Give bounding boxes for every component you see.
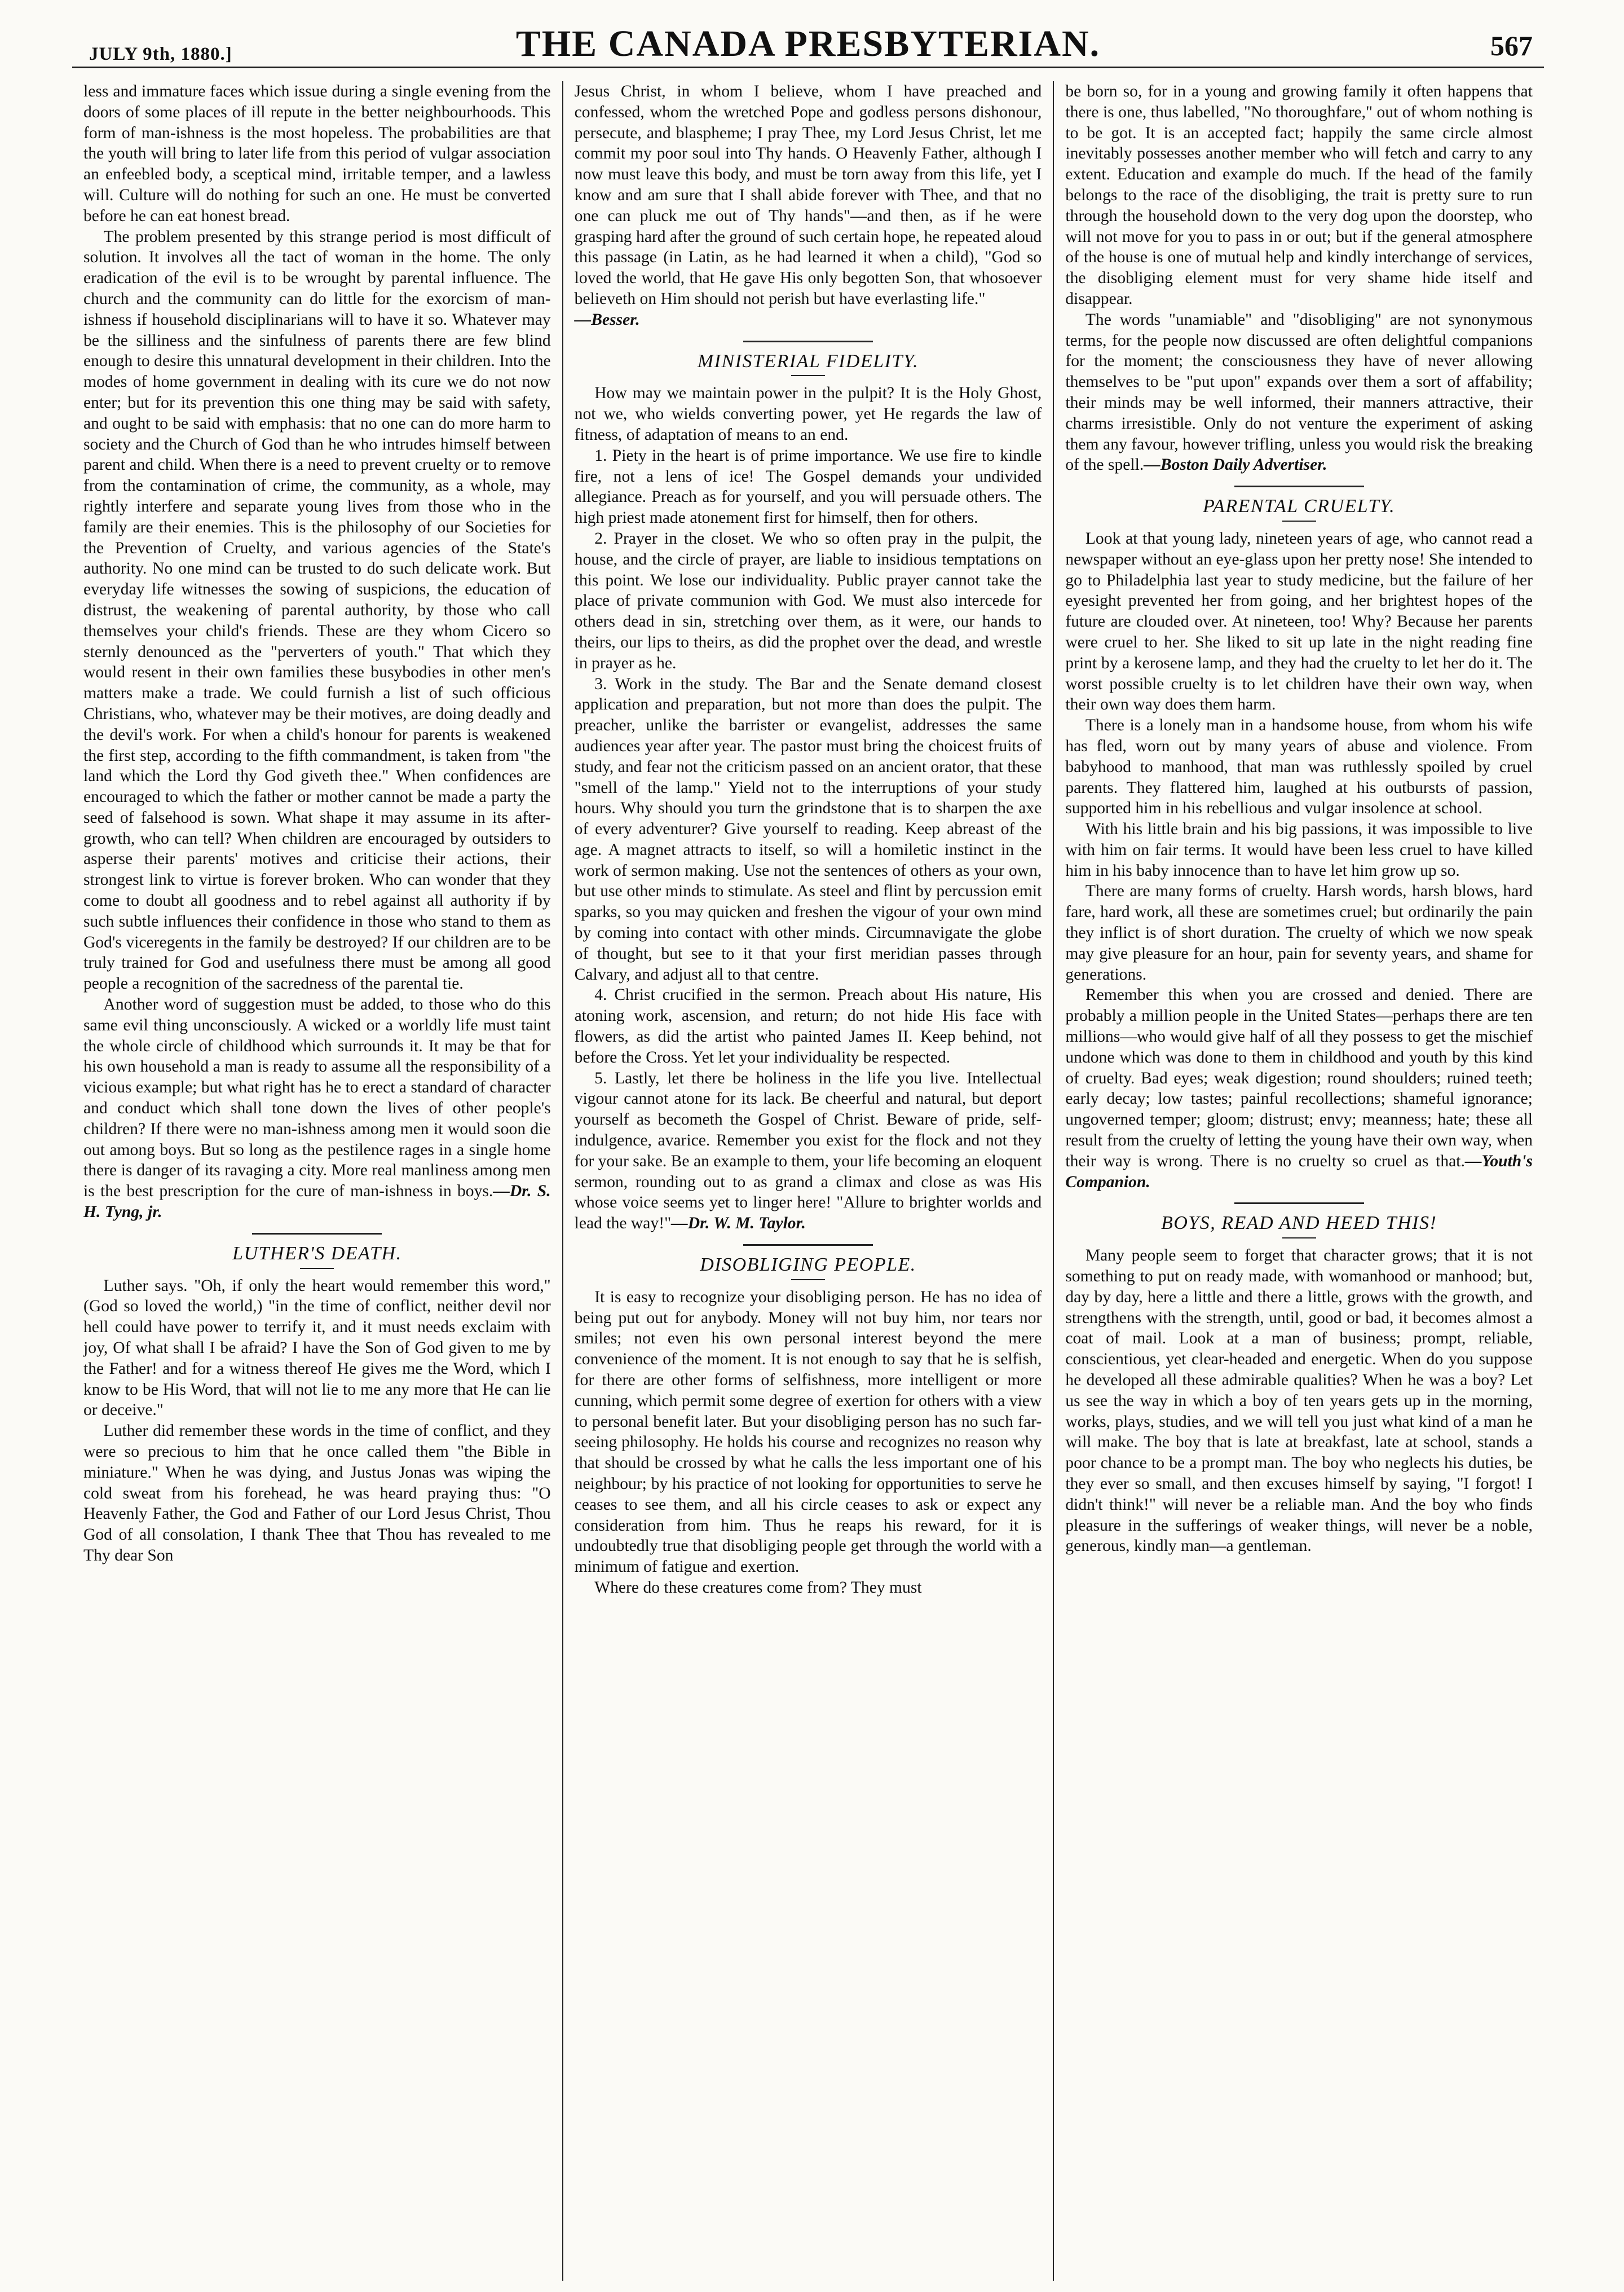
paragraph: There are many forms of cruelty. Harsh words, harsh blows, hard fare, hard work, all these are sometimes cruel; but ordinarily the pain they inflict is of short duration. The cruelty of which we now speak may give pleasure for an hour, pain for seventy years, and shame for generations. [1065, 882, 1533, 984]
paragraph [83, 994, 551, 1223]
section-divider [743, 341, 873, 342]
paragraph: The problem presented by this strange period is most difficult of solution. It involves all the tact of woman in the home. The only eradication of the evil is to be wrought by parental influence. The church and the community can do little for the exorcism of man-ishness if household disciplinarians will to have it so. Whatever may be the silliness and the sinfulness of parents there are few blind enough to desire this unnatural development in their children. Into the modes of home government in dealing with its cure we do not now enter; but for its prevention this one thing may be said with safety, and ought to be said with emphasis: that no one can do more harm to society and the Church of God than he who intrudes himself between parent and child. When there is a need to prevent cruelty or to remove from the contamination of crime, the community, as a whole, may rightly interfere and separate young lives from those who in the family are their enemies. This is the philosophy of our Societies for the Prevention of Cruelty, and various agencies of the State's authority. No one mind can be trusted to do such delicate work. But everyday life witnesses the sowing of suspicions, the education of distrust, the weakening of parental authority, by those who call themselves your child's friends. These are they whom Cicero so sternly denounced as the "perverters of youth." That which they would resent in their own families these busybodies in other men's matters make a trade. We could furnish a list of such officious Christians, who, whatever may be their motives, are doing deadly and the devil's work. For when a child's honour for parents is weakened the first step, according to the fifth commandment, is taken from "the land which the Lord thy God giveth thee." When confidences are encouraged to which the father or mother cannot be made a party the seed of falsehood is sown. What shape it may assume in its after-growth, who can tell? When children are encouraged by outsiders to asperse their parents' motives and criticise their actions, their strongest link to virtue is forever broken. Who can wonder that they come to doubt all goodness and to rebel against all authority if by such subtle influences their confidence in those who stand to them as God's viceregents in the family be destroyed? If our children are to be truly trained for God and usefulness there must be among all good people a recognition of the sacredness of the parental tie. [83, 227, 551, 993]
paragraph: Luther says. "Oh, if only the heart would remember this word," (God so loved the world,) "in the time of conflict, neither devil nor hell could have power to terrify it, and it must needs exclaim with joy, Of what shall I be afraid? I have the Son of God given to me by the Father! and for a witness thereof He gives me the Word, which I know to be His Word, that will not lie to me any more that He can lie or deceive." [83, 1276, 551, 1420]
paragraph: 2. Prayer in the closet. We who so often pray in the pulpit, the house, and the circle of prayer, are liable to insidious temptations on this point. We lose our individuality. Public prayer cannot take the place of private communion with God. We must also intercede for others dead in sin, stretching over them, as it were, our hands to theirs, our lips to theirs, as did the prophet over the dead, and wrestle in prayer as he. [574, 529, 1042, 672]
page-number: 567 [1490, 30, 1533, 61]
section-divider [1234, 1202, 1364, 1204]
paragraph [575, 1068, 1042, 1234]
section-divider [1234, 486, 1364, 487]
section-title-luthers-death: LUTHER'S DEATH. [83, 1244, 551, 1269]
paragraph: be born so, for in a young and growing family it often happens that there is one, thus labelled, "No thoroughfare," out of whom nothing is to be got. It is an accepted fact; happily the same circle almost inevitably possesses another member who will fetch and carry to any extent. Education and example do much. If the head of the family belongs to the race of the disobliging, the trait is pretty sure to run through the household down to the very dog upon the doorstep, who will not move for you to pass in or out; but if the general atmosphere of the house is one of mutual help and kindly interchange of services, the disobliging element must for very shame hide itself and disappear. [1065, 82, 1533, 308]
section-title-ministerial-fidelity: MINISTERIAL FIDELITY. [575, 351, 1042, 377]
column-3 [1053, 81, 1544, 2281]
attribution: —Dr. W. M. Taylor. [671, 1214, 806, 1233]
issue-date: JULY 9th, 1880.] [89, 44, 232, 64]
masthead [72, 0, 1544, 68]
paragraph [1065, 985, 1533, 1192]
paragraph: Look at that young lady, nineteen years of age, who cannot read a newspaper without an eye-glass upon her pretty nose! She intended to go to Philadelphia last year to study medicine, but the failure of her eyesight prevented her from going, and her brightest hopes of the future are clouded over. At nineteen, too! Why? Because her parents were cruel to her. She liked to sit up late in the night reading fine print by a kerosene lamp, and they had the cruelty to let her do it. The worst possible cruelty is to let children have their own way, when their own way does them harm. [1065, 529, 1533, 714]
paragraph-text: 5. Lastly, let there be holiness in the life you live. Intellectual vigour cannot atone for its lack. Be cheerful and natural, but deport yourself as becometh the Gospel of Christ. Beware of pride, self-indulgence, avarice. Remember you exist for the flock and not they for your sake. Be an example to them, your life becoming an eloquent sermon, rounding out to as grand a climax and close as was His whose voice seems yet to linger here! "Allure to brighter worlds and lead the way!" [574, 1069, 1042, 1233]
paragraph: 3. Work in the study. The Bar and the Senate demand closest application and preparation, but not more than does the pulpit. The preacher, unlike the barrister or evangelist, addresses the same audiences year after year. The pastor must bring the choicest fruits of study, and fear not the criticism passed on an ancient orator, that these "smell of the lamp." Yield not to the interruptions of your study hours. Why should you turn the grindstone that is to sharpen the axe of every adventurer? Give yourself to reading. Keep abreast of the age. A magnet attracts to itself, so will a homiletic instinct in the work of sermon making. Use not the sentences of others as your own, but use other minds to stimulate. As steel and flint by percussion emit sparks, so you may quicken and freshen the vigour of your own mind by coming into contact with other minds. Circumnavigate the globe of thought, but see to it that your first meridian passes through Calvary, and adjust all to that centre. [574, 675, 1042, 984]
section-title-disobliging-people: DISOBLIGING PEOPLE. [575, 1255, 1042, 1280]
article-columns [72, 81, 1544, 2281]
attribution: —Boston Daily Advertiser. [1144, 456, 1327, 474]
section-divider [743, 1244, 873, 1246]
attribution-line [575, 310, 1042, 330]
paragraph: Luther did remember these words in the time of conflict, and they were so precious to him that he once called them "the Bible in miniature." When he was dying, and Justus Jonas was wiping the cold sweat from his forehead, he was heard praying thus: "O Heavenly Father, the God and Father of our Lord Jesus Christ, Thou God of all consolation, I thank Thee that Thou has revealed to me Thy dear Son [83, 1422, 551, 1564]
attribution: —Youth's Companion. [1065, 1152, 1533, 1191]
column-2 [562, 81, 1053, 2281]
paragraph [1065, 310, 1533, 475]
paragraph: Many people seem to forget that character grows; that it is not something to put on ready made, with womanhood or manhood; but, day by day, here a little and there a little, grows with the growth, and strengthens with the strength, until, good or bad, it becomes almost a coat of mail. Look at a man of business; prompt, reliable, conscientious, yet clear-headed and energetic. When do you suppose he developed all these admirable qualities? When he was a boy? Let us see the way in which a boy of ten years gets up in the morning, works, plays, studies, and we will tell you just what kind of a man he will make. The boy that is late at breakfast, late at school, stands a poor chance to be a prompt man. The boy who neglects his duties, be they ever so small, and then excuses himself by saying, "I forgot! I didn't think!" will never be a reliable man. And the boy who finds pleasure in the sufferings of weaker things, will never be a noble, generous, kindly man—a gentleman. [1065, 1246, 1533, 1555]
section-title-parental-cruelty: PARENTAL CRUELTY. [1065, 496, 1533, 522]
paragraph: Where do these creatures come from? They must [594, 1578, 922, 1597]
paragraph: With his little brain and his big passions, it was impossible to live with him on fair terms. It would have been less cruel to have killed him in his baby innocence than to have let him grow up so. [1065, 820, 1533, 880]
section-title-boys-read-and-heed: BOYS, READ AND HEED THIS! [1065, 1213, 1533, 1238]
column-1 [72, 81, 562, 2281]
paragraph: How may we maintain power in the pulpit? It is the Holy Ghost, not we, who wields converting power, yet He regards the law of fitness, of adaptation of means to an end. [574, 384, 1042, 444]
paragraph: It is easy to recognize your disobliging person. He has no idea of being put out for anybody. Money will not buy him, nor tears nor smiles; not even his own personal interest beyond the mere convenience of the moment. It is not enough to say that he is selfish, for there are other forms of selfishness, more intelligent or more cunning, which permit some degree of exertion for others with a view to personal benefit later. But your disobliging person has no such far-seeing philosophy. He holds his course and recognizes no reason why that should be crossed by what he calls the less important one of his neighbour; by his practice of not looking for opportunities to serve he ceases to see them, and all his circle ceases to ask or expect any consideration from him. Thus he reaps his reward, for it is undoubtedly true that disobliging people get through the world with a minimum of fatigue and exertion. [574, 1288, 1042, 1576]
paragraph: Jesus Christ, in whom I believe, whom I have preached and confessed, whom the wretched Pope and godless persons dishonour, persecute, and blaspheme; I pray Thee, my Lord Jesus Christ, let me commit my poor soul into Thy hands. O Heavenly Father, although I now must leave this body, and must be torn away from this life, yet I know and am sure that I shall abide forever with Thee, and that no one can pluck me out of Thy hands"—and then, as if he were grasping hard after the ground of such certain hope, he repeated aloud this passage (in Latin, as he had learned it when a child), "God so loved the world, that He gave His only begotten Son, that whosoever believeth on Him should not perish but have everlasting life." [574, 82, 1042, 308]
header-rule [72, 67, 1544, 68]
section-divider [252, 1233, 382, 1235]
paragraph-text: The words "unamiable" and "disobliging" are not synonymous terms, for the people now discussed are often delightful companions for the moment; the consciousness they have of never allowing themselves to be "put upon" expands over them a sort of affability; their minds may be well informed, their manners attractive, their charms irresistible. Only do not venture the experiment of asking them any favour, however trifling, unless you would risk the breaking of the spell. [1065, 310, 1533, 474]
paragraph: less and immature faces which issue during a single evening from the doors of some places of ill repute in the better neighbourhoods. This form of man-ishness is the most hopeless. The probabilities are that the youth will bring to later life from this period of vulgar association an enfeebled body, a sceptical mind, irritable temper, and a lawless will. Culture will do nothing for such an one. He must be converted before he can eat honest bread. [83, 82, 551, 225]
paragraph-text: Remember this when you are crossed and denied. There are probably a million people in the United States—perhaps there are ten millions—who would give half of all they possess to get the mischief undone which was done to them in childhood and youth by this kind of cruelty. Bad eyes; weak digestion; round shoulders; ruined teeth; early decay; low tastes; painful recollections; shameful ignorance; ungoverned temper; gloom; distrust; envy; meanness; hate; these all result from the cruelty of letting the young have their own way, when their way is wrong. There is no cruelty so cruel as that. [1065, 986, 1533, 1170]
paragraph: 4. Christ crucified in the sermon. Preach about His nature, His atoning work, ascension, and return; do not hide His face with flowers, as did the artist who painted James II. Keep behind, not before the Cross. Yet let your individuality be respected. [574, 986, 1042, 1066]
paragraph: There is a lonely man in a handsome house, from whom his wife has fled, worn out by many years of abuse and violence. From babyhood to manhood, that man was ruthlessly spoiled by cruel parents. They flattered him, laughed at his outbursts of passion, supported him in his rebellious and vulgar insolence at school. [1065, 716, 1533, 818]
paragraph: 1. Piety in the heart is of prime importance. We use fire to kindle fire, not a lens of ice! The Gospel demands your undivided allegiance. Preach as for yourself, and you will persuade others. The high priest made atonement first for himself, then for others. [574, 446, 1042, 527]
attribution: —Besser. [574, 310, 640, 329]
paragraph-text: Another word of suggestion must be added, to those who do this same evil thing unconsciously. A wicked or a worldly life must taint the whole circle of childhood which surrounds it. It may be that for his own household a man is ready to assume all the responsibility of a vicious example; but what right has he to erect a standard of character and conduct which shall tone down the lives of other people's children? If there were no man-ishness among men it would soon die out among boys. But so long as the pestilence rages in a single home there is danger of its ravaging a city. More real manliness among men is the best prescription for the cure of man-ishness in boys. [83, 995, 551, 1201]
attribution: —Dr. S. H. Tyng, jr. [83, 1182, 551, 1222]
newspaper-title: THE CANADA PRESBYTERIAN. [515, 23, 1101, 64]
